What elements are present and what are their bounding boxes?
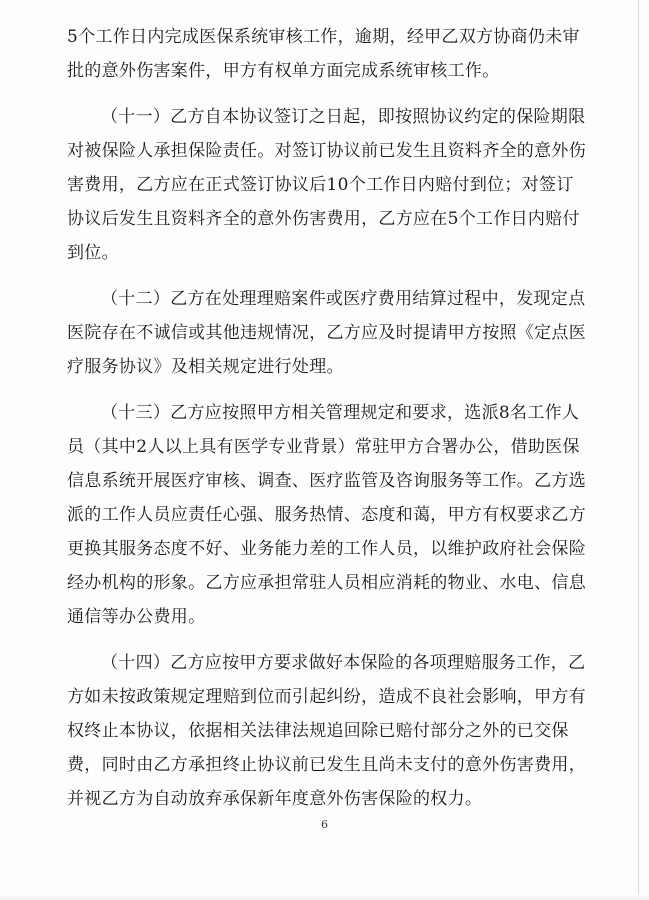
text-line: 员（其中2人以上具有医学专业背景）常驻甲方合署办公，借助医保 xyxy=(67,437,580,457)
text-line: 通信等办公费用。 xyxy=(67,607,206,627)
text-line: 5个工作日内完成医保系统审核工作，逾期，经甲乙双方协商仍未审 xyxy=(67,27,580,47)
text-line: （十一）乙方自本协议签订之日起，即按照协议约定的保险期限 xyxy=(101,107,586,127)
text-line: 方如未按政策规定理赔到位而引起纠纷，造成不良社会影响，甲方有 xyxy=(67,687,586,707)
scan-edge-divider xyxy=(638,0,639,900)
text-line: 批的意外伤害案件，甲方有权单方面完成系统审核工作。 xyxy=(67,61,500,81)
text-line: 医院存在不诚信或其他违规情况，乙方应及时提请甲方按照《定点医 xyxy=(67,323,586,343)
text-line: 信息系统开展医疗审核、调查、医疗监管及咨询服务等工作。乙方选 xyxy=(67,471,586,491)
text-line: 对被保险人承担保险责任。对签订协议前已发生且资料齐全的意外伤 xyxy=(67,141,586,161)
text-line: （十二）乙方在处理理赔案件或医疗费用结算过程中，发现定点 xyxy=(101,289,586,309)
text-line: 更换其服务态度不好、业务能力差的工作人员，以维护政府社会保险 xyxy=(67,539,586,559)
scan-bottom-shadow xyxy=(0,894,649,900)
text-line: 到位。 xyxy=(67,243,119,263)
text-line: 疗服务协议》及相关规定进行处理。 xyxy=(67,357,344,377)
text-line: 害费用，乙方应在正式签订协议后10个工作日内赔付到位；对签订 xyxy=(67,175,574,195)
text-line: 并视乙方为自动放弃承保新年度意外伤害保险的权力。 xyxy=(67,789,483,809)
text-line: 经办机构的形象。乙方应承担常驻人员相应消耗的物业、水电、信息 xyxy=(67,573,586,593)
page-number: 6 xyxy=(321,818,328,831)
text-line: 权终止本协议，依据相关法律法规追回除已赔付部分之外的已交保 xyxy=(67,721,569,741)
text-line: 费，同时由乙方承担终止协议前已发生且尚未支付的意外伤害费用， xyxy=(67,755,586,775)
text-line: 协议后发生且资料齐全的意外伤害费用，乙方应在5个工作日内赔付 xyxy=(67,209,580,229)
text-line: （十四）乙方应按甲方要求做好本保险的各项理赔服务工作，乙 xyxy=(101,653,586,673)
text-line: 派的工作人员应责任心强、服务热情、态度和蔼，甲方有权要求乙方 xyxy=(67,505,586,525)
text-line: （十三）乙方应按照甲方相关管理规定和要求，选派8名工作人 xyxy=(101,403,580,423)
